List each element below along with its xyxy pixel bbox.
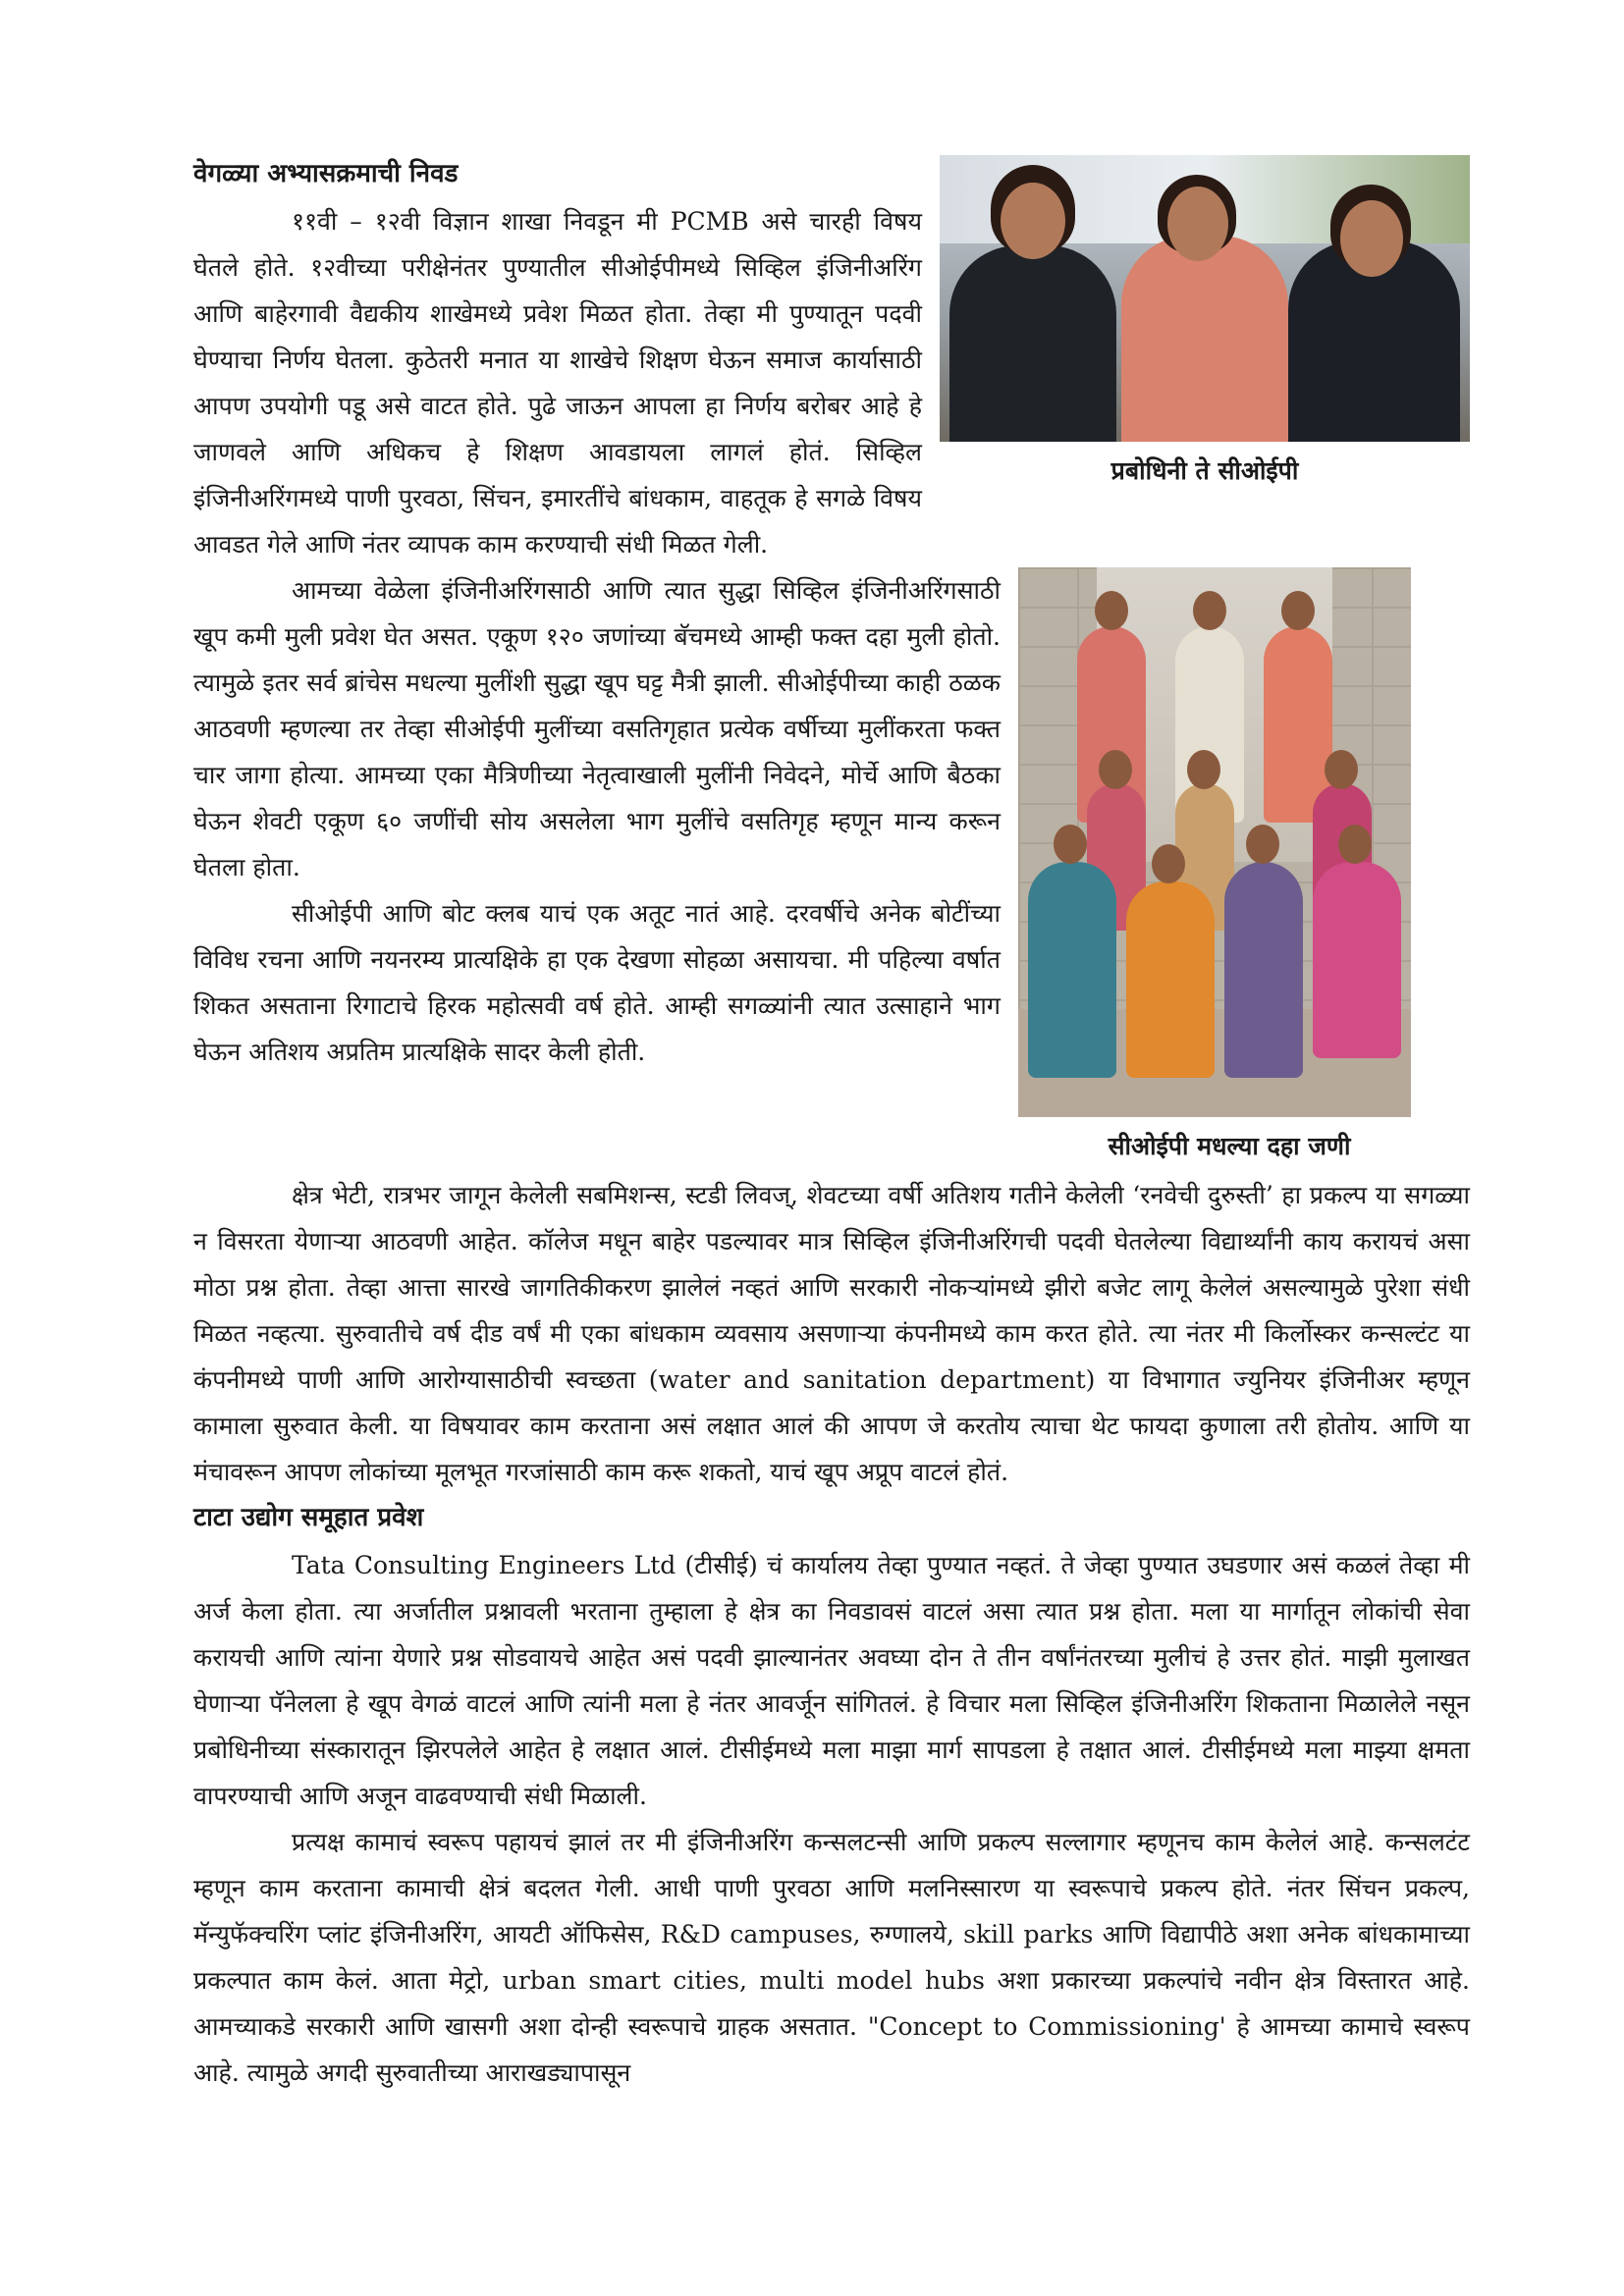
section1-paragraph-1: ११वी – १२वी विज्ञान शाखा निवडून मी PCMB असे चारही विषय घेतले होते. १२वीच्या परीक्षेनंतर पुण्यातील सीओईपीमध्ये सिव्हिल इंजिनीअरिंग आणि बाहेरगावी वैद्यकीय शाखेमध्ये प्रवेश मिळत होता. तेव्हा मी पुण्यातून पदवी घेण्याचा निर्णय घेतला. कुठेतरी मनात या शाखेचे शिक्षण घेऊन समाज कार्यासाठी आपण उपयोगी पडू असे वाटत होते. पुढे जाऊन आपला हा निर्णय बरोबर आहे हे जाणवले आणि अधिकच हे शिक्षण आवडायला लागलं होतं. सिव्हिल इंजिनीअरिंगमध्ये पाणी पुरवठा, सिंचन, इमारतींचे बांधकाम, वाहतूक हे सगळे विषय आवडत गेले आणि नंतर व्यापक काम करण्याची संधी मिळत गेली. <box>193 207 922 559</box>
section1-heading: वेगळ्या अभ्यासक्रमाची निवड <box>193 159 459 188</box>
photo-block-2 <box>1018 567 1440 1172</box>
photo1-caption: प्रबोधिनी ते सीओईपी <box>1110 456 1299 485</box>
photo-ten-women <box>1018 567 1411 1117</box>
section1-paragraph-2: आमच्या वेळेला इंजिनीअरिंगसाठी आणि त्यात सुद्धा सिव्हिल इंजिनीअरिंगसाठी खूप कमी मुली प्रवेश घेत असत. एकूण १२० जणांच्या बॅचमध्ये आम्ही फक्त दहा मुली होतो. त्यामुळे इतर सर्व ब्रांचेस मधल्या मुलींशी सुद्धा खूप घट्ट मैत्री झाली. सीओईपीच्या काही ठळक आठवणी म्हणल्या तर तेव्हा सीओईपी मुलींच्या वसतिगृहात प्रत्येक वर्षीच्या मुलींकरता फक्त चार जागा होत्या. आमच्या एका मैत्रिणीच्या नेतृत्वाखाली मुलींनी निवेदने, मोर्चे आणि बैठका घेऊन शेवटी एकूण ६० जणींची सोय असलेला भाग मुलींचे वसतिगृह म्हणून मान्य करून घेतला होता. <box>193 576 1001 881</box>
section1-paragraph-4: क्षेत्र भेटी, रात्रभर जागून केलेली सबमिशन्स, स्टडी लिवज्, शेवटच्या वर्षी अतिशय गतीने केलेली ‘रनवेची दुरुस्ती’ हा प्रकल्प या सगळ्या न विसरता येणाऱ्या आठवणी आहेत. कॉलेज मधून बाहेर पडल्यावर मात्र सिव्हिल इंजिनीअरिंगची पदवी घेतलेल्या विद्यार्थ्यांनी काय करायचं असा मोठा प्रश्न होता. तेव्हा आत्ता सारखे जागतिकीकरण झालेलं नव्हतं आणि सरकारी नोकऱ्यांमध्ये झीरो बजेट लागू केलेलं असल्यामुळे पुरेशा संधी मिळत नव्हत्या. सुरुवातीचे वर्ष दीड वर्षं मी एका बांधकाम व्यवसाय असणाऱ्या कंपनीमध्ये काम करत होते. त्या नंतर मी किर्लोस्कर कन्सल्टंट या कंपनीमध्ये पाणी आणि आरोग्यासाठीची स्वच्छता (water and sanitation department) या विभागात ज्युनियर इंजिनीअर म्हणून कामाला सुरुवात केली. या विषयावर काम करताना असं लक्षात आलं की आपण जे करतोय त्याचा थेट फायदा कुणाला तरी होतोय. आणि या मंचावरून आपण लोकांच्या मूलभूत गरजांसाठी काम करू शकतो, याचं खूप अप्रूप वाटलं होतं. <box>193 1181 1470 1486</box>
photo-block-1 <box>940 155 1470 497</box>
section2-paragraph-2: प्रत्यक्ष कामाचं स्वरूप पहायचं झालं तर मी इंजिनीअरिंग कन्सलटन्सी आणि प्रकल्प सल्लागार म्हणूनच काम केलेलं आहे. कन्सलटंट म्हणून काम करताना कामाची क्षेत्रं बदलत गेली. आधी पाणी पुरवठा आणि मलनिस्सारण या स्वरूपाचे प्रकल्प होते. नंतर सिंचन प्रकल्प, मॅन्युफॅक्चरिंग प्लांट इंजिनीअरिंग, आयटी ऑफिसेस, R&D campuses, रुग्णालये, skill parks आणि विद्यापीठे अशा अनेक बांधकामाच्या प्रकल्पात काम केलं. आता मेट्रो, urban smart cities, multi model hubs अशा प्रकारच्या प्रकल्पांचे नवीन क्षेत्र विस्तारत आहे. आमच्याकडे सरकारी आणि खासगी अशा दोन्ही स्वरूपाचे ग्राहक असतात. "Concept to Commissioning' हे आमच्या कामाचे स्वरूप आहे. त्यामुळे अगदी सुरुवातीच्या आराखड्यापासून <box>193 1828 1470 2087</box>
article-body <box>193 155 1470 2096</box>
section1-paragraph-3: सीओईपी आणि बोट क्लब याचं एक अतूट नातं आहे. दरवर्षीचे अनेक बोटींच्या विविध रचना आणि नयनरम्य प्रात्यक्षिके हा एक देखणा सोहळा असायचा. मी पहिल्या वर्षात शिकत असताना रिगाटाचे हिरक महोत्सवी वर्ष होते. आम्ही सगळ्यांनी त्यात उत्साहाने भाग घेऊन अतिशय अप्रतिम प्रात्यक्षिके सादर केली होती. <box>193 899 1001 1066</box>
section2-heading: टाटा उद्योग समूहात प्रवेश <box>193 1503 424 1532</box>
photo-three-women <box>940 155 1470 442</box>
photo2-caption: सीओईपी मधल्या दहा जणी <box>1108 1132 1351 1160</box>
section2-paragraph-1: Tata Consulting Engineers Ltd (टीसीई) चं कार्यालय तेव्हा पुण्यात नव्हतं. ते जेव्हा पुण्यात उघडणार असं कळलं तेव्हा मी अर्ज केला होता. त्या अर्जातील प्रश्नावली भरताना तुम्हाला हे क्षेत्र का निवडावसं वाटलं असा त्यात प्रश्न होता. मला या मार्गातून लोकांची सेवा करायची आणि त्यांना येणारे प्रश्न सोडवायचे आहेत असं पदवी झाल्यानंतर अवघ्या दोन ते तीन वर्षांनंतरच्या मुलीचं हे उत्तर होतं. माझी मुलाखत घेणाऱ्या पॅनेलला हे खूप वेगळं वाटलं आणि त्यांनी मला हे नंतर आवर्जून सांगितलं. हे विचार मला सिव्हिल इंजिनीअरिंग शिकताना मिळालेले नसून प्रबोधिनीच्या संस्कारातून झिरपलेले आहेत हे लक्षात आलं. टीसीईमध्ये मला माझा मार्ग सापडला हे तक्षात आलं. टीसीईमध्ये मला माझ्या क्षमता वापरण्याची आणि अजून वाढवण्याची संधी मिळाली. <box>193 1551 1470 1810</box>
